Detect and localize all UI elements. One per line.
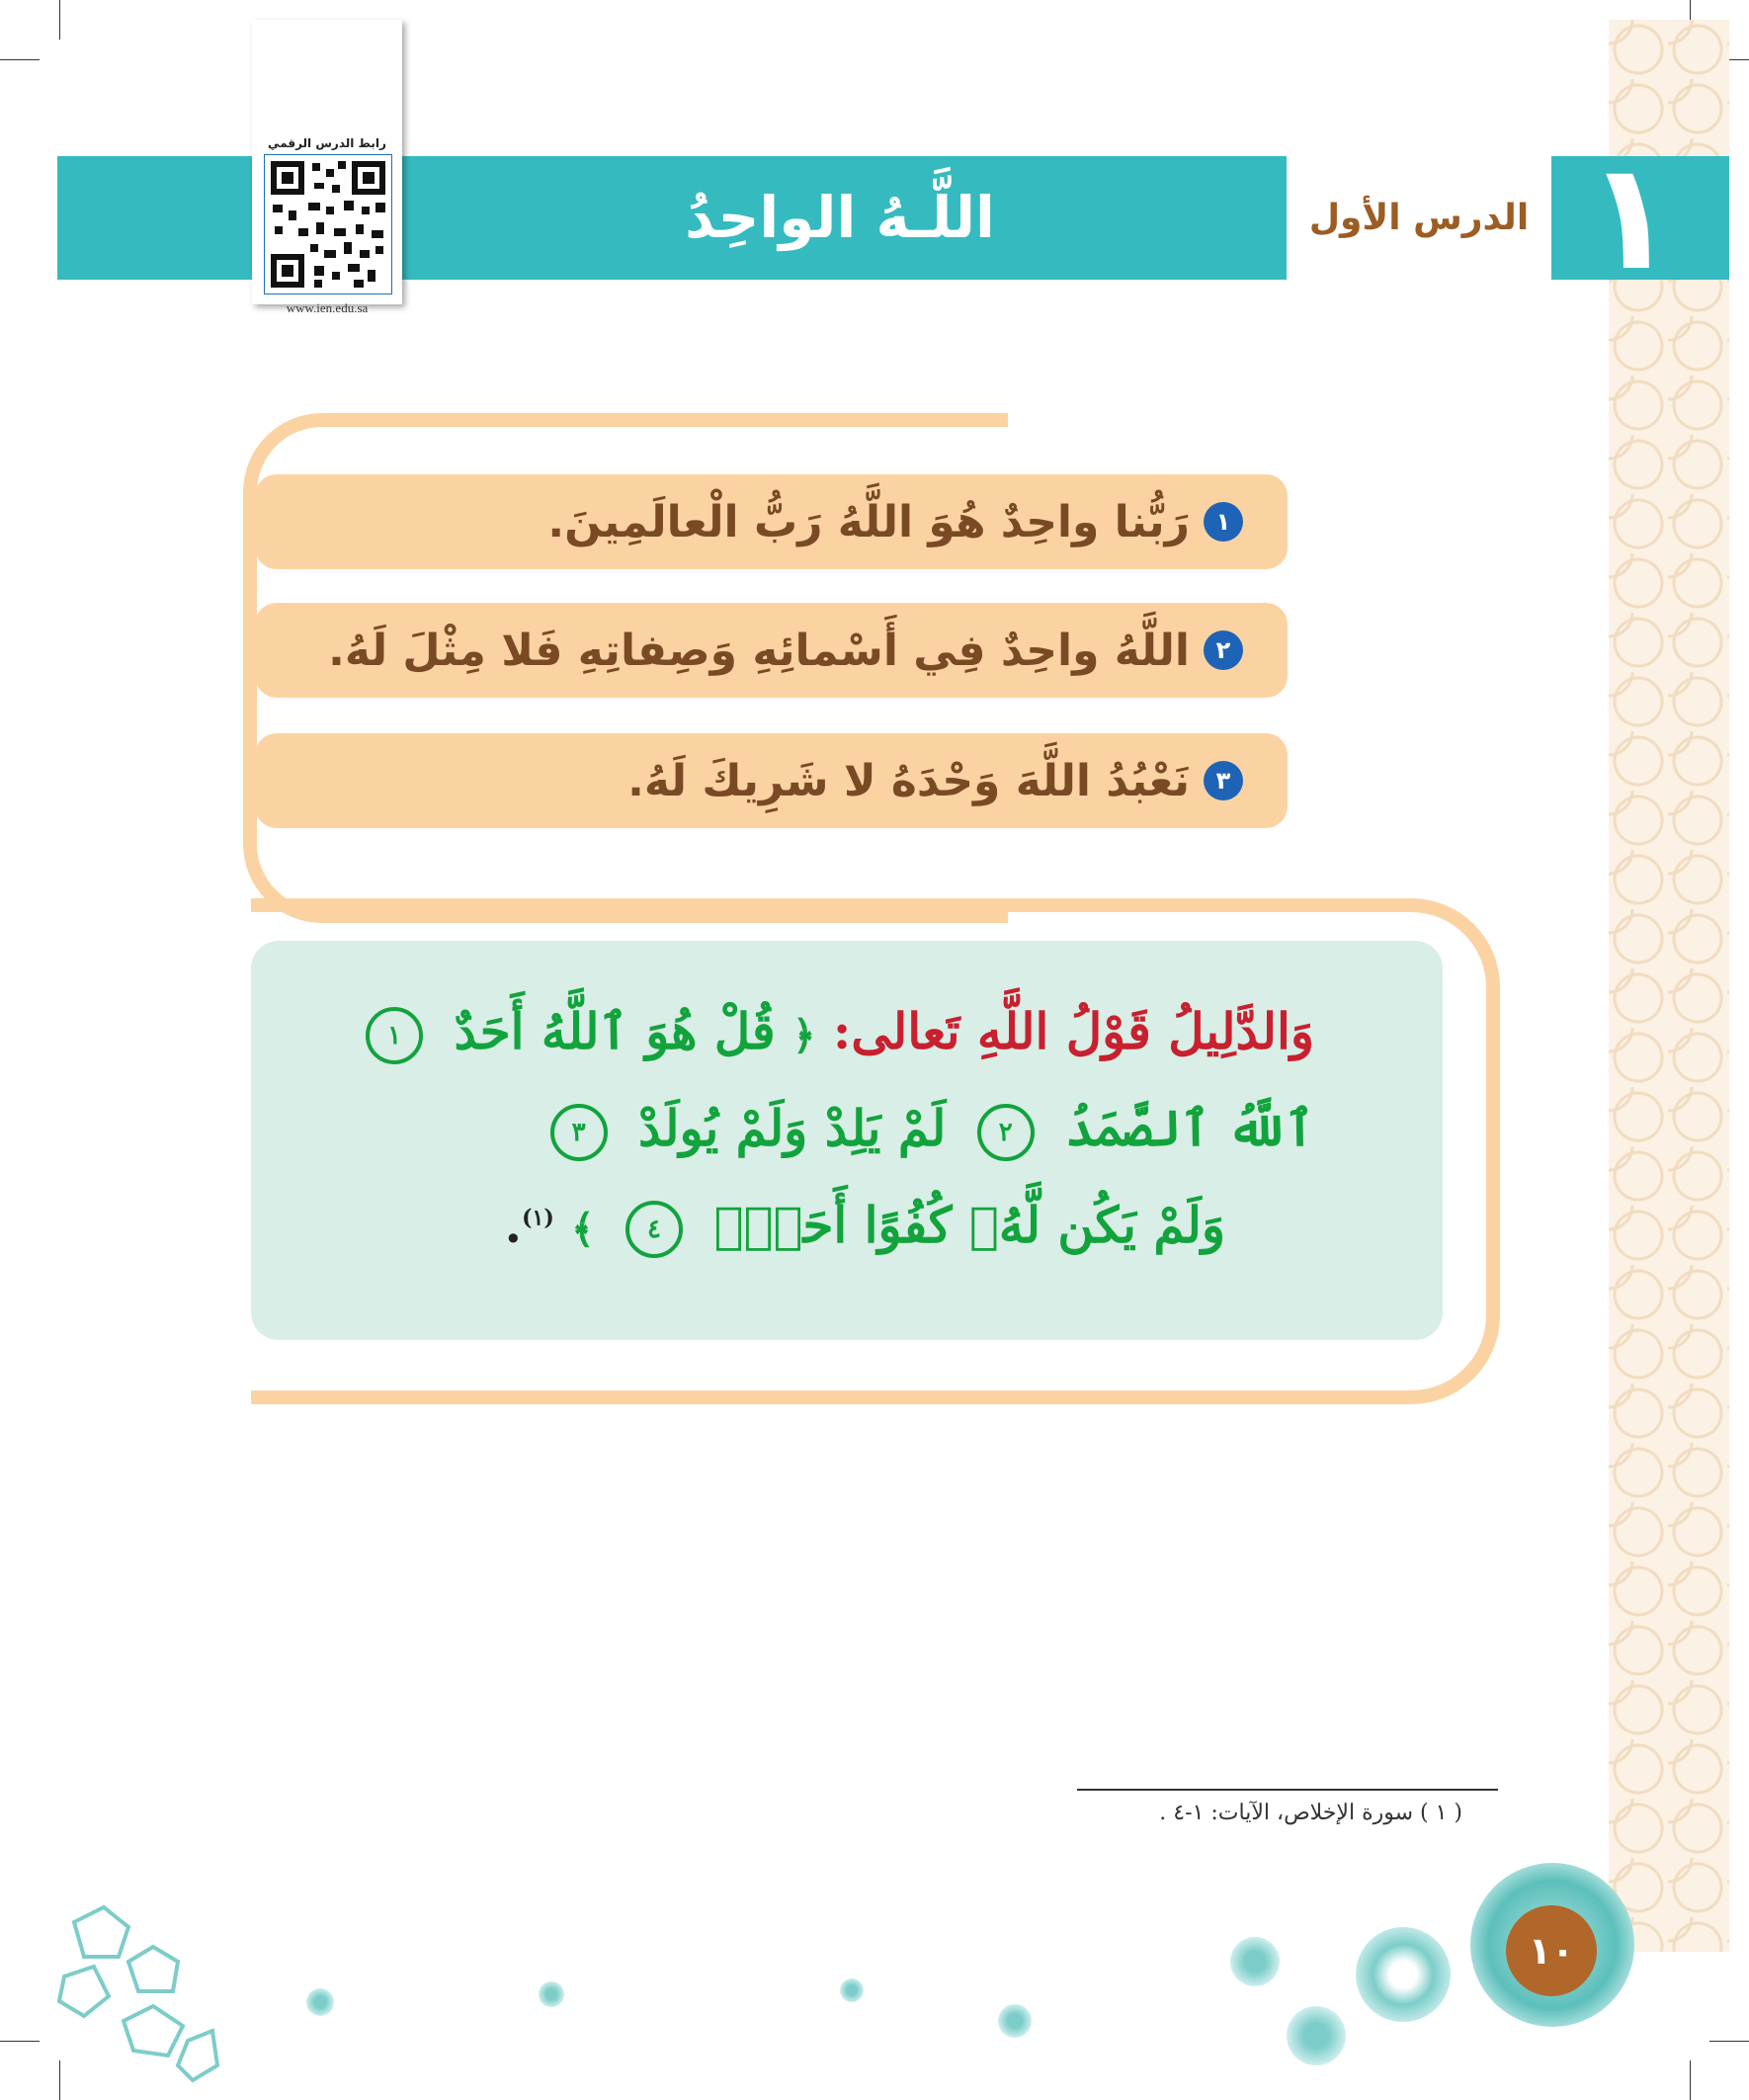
crop-mark bbox=[59, 0, 60, 40]
verse-close-bracket: ﴾ bbox=[571, 1206, 595, 1253]
qr-label: رابط الدرس الرقمي bbox=[268, 136, 386, 150]
crop-mark bbox=[1709, 2041, 1749, 2042]
verse-line-1 bbox=[352, 1002, 1314, 1064]
ayah-number-marker: ١ bbox=[366, 1007, 423, 1064]
point-number: ١ bbox=[1204, 502, 1243, 542]
page-number: ١٠ bbox=[1506, 1905, 1597, 1996]
crop-mark bbox=[0, 2041, 40, 2042]
footnote-separator bbox=[1077, 1789, 1498, 1791]
verse-line-3 bbox=[505, 1196, 1225, 1258]
lesson-title: اللَّـهُ الواحِدُ bbox=[685, 184, 995, 251]
verse-line-2 bbox=[537, 1099, 1314, 1161]
verse-open-bracket: ﴿ bbox=[792, 1012, 816, 1059]
lesson-number: ١ bbox=[1585, 131, 1676, 303]
rosette-decoration bbox=[306, 1988, 334, 2016]
verse-text: لَمْ يَلِدْ وَلَمْ يُولَدْ bbox=[638, 1099, 947, 1157]
rosette-decoration bbox=[840, 1978, 864, 2002]
rosette-decoration bbox=[539, 1981, 564, 2007]
point-number: ٢ bbox=[1204, 630, 1243, 670]
lesson-label: الدرس الأول bbox=[1308, 198, 1530, 238]
point-item bbox=[255, 603, 1288, 698]
point-number: ٣ bbox=[1204, 761, 1243, 800]
footnote: ( ١ ) سورة الإخلاص، الآيات: ١-٤ . bbox=[1159, 1801, 1462, 1825]
verse-text: وَلَمْ يَكُن لَّهُۥ كُفُوًا أَحَدٌۢ bbox=[713, 1196, 1225, 1254]
point-text: نَعْبُدُ اللَّهَ وَحْدَهُ لا شَرِيكَ لَهُ. bbox=[627, 755, 1190, 806]
ayah-number-marker: ٢ bbox=[977, 1104, 1035, 1161]
qr-card[interactable] bbox=[252, 20, 402, 315]
qr-url[interactable]: www.ien.edu.sa bbox=[286, 300, 369, 315]
proof-intro: وَالدَّلِيلُ قَوْلُ اللَّهِ تَعالى: bbox=[832, 1002, 1314, 1060]
decorative-pattern-strip bbox=[1609, 20, 1729, 1952]
rosette-decoration bbox=[1287, 2006, 1346, 2065]
rosette-decoration bbox=[1230, 1937, 1280, 1986]
point-item bbox=[255, 733, 1288, 828]
verse-text: قُلْ هُوَ ٱللَّهُ أَحَدٌ bbox=[454, 1002, 776, 1060]
verse-text: ٱللَّهُ ٱلصَّمَدُ bbox=[1065, 1099, 1314, 1157]
point-text: اللَّهُ واحِدٌ فِي أَسْمائِهِ وَصِفاتِهِ فَلا مِثْلَ لَهُ. bbox=[328, 625, 1190, 676]
footnote-reference: (١) bbox=[522, 1205, 554, 1231]
proof-box bbox=[251, 941, 1443, 1340]
geometric-pattern-icon bbox=[54, 1902, 222, 2090]
rosette-decoration bbox=[998, 2004, 1032, 2038]
rosette-decoration bbox=[1356, 1927, 1451, 2022]
point-item bbox=[255, 474, 1288, 569]
crop-mark bbox=[0, 59, 40, 60]
point-text: رَبُّنا واحِدٌ هُوَ اللَّهُ رَبُّ الْعالَمِينَ. bbox=[547, 496, 1190, 547]
ayah-number-marker: ٣ bbox=[550, 1104, 608, 1161]
qr-code-icon[interactable] bbox=[264, 154, 392, 294]
ayah-number-marker: ٤ bbox=[625, 1201, 683, 1258]
verse-end-period: . bbox=[504, 1196, 523, 1254]
crop-mark bbox=[1690, 2060, 1691, 2100]
